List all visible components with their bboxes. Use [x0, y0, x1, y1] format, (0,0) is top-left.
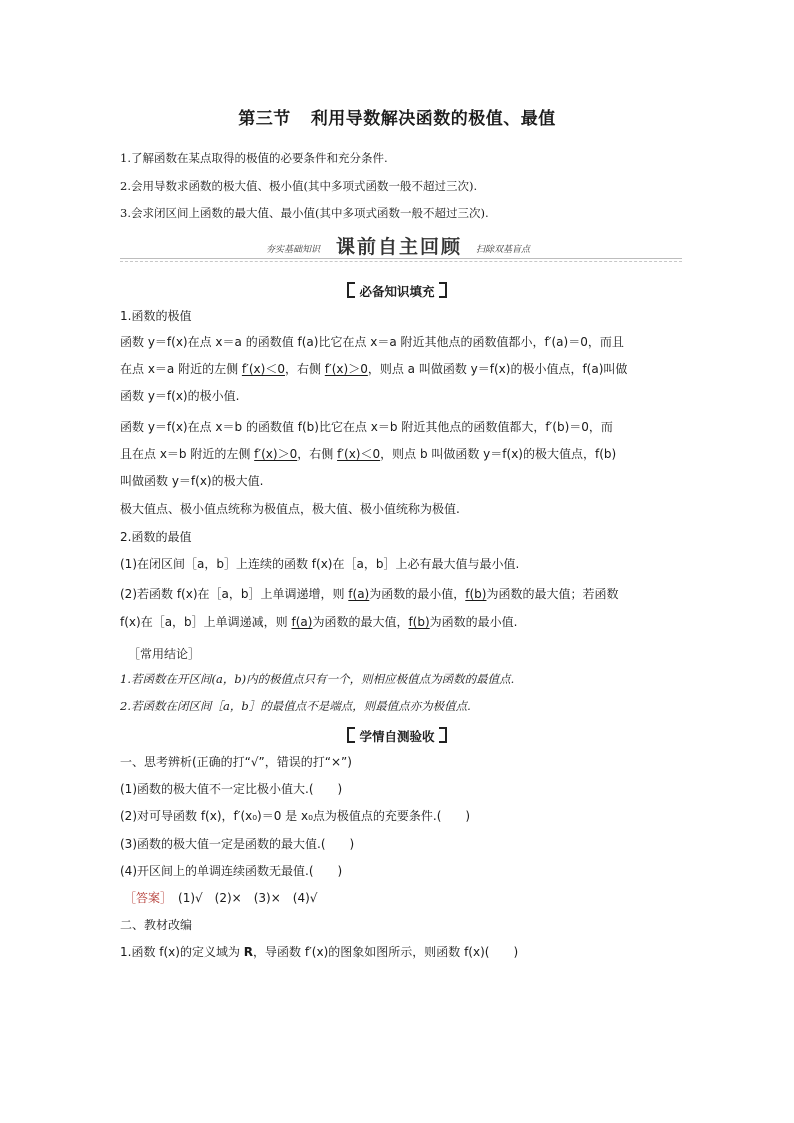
- para-min-line2: 在点 x＝a 附近的左侧 f′(x)＜0，右侧 f′(x)＞0，则点 a 叫做函数 y＝f(x)的极小值点，f(a)叫做: [120, 362, 628, 376]
- subheading-max-min: 2.函数的最值: [120, 530, 192, 544]
- judgement-item-2: (2)对可导函数 f(x)，f′(x₀)＝0 是 x₀点为极值点的充要条件.( ): [120, 809, 471, 823]
- bracket-left-icon: [347, 727, 355, 743]
- bracket-right-icon: [439, 282, 447, 298]
- blank-answer: f(b): [408, 615, 430, 629]
- para-monotone-line2: f(x)在［a，b］上单调递减，则 f(a)为函数的最大值，f(b)为函数的最小值.: [120, 615, 518, 629]
- banner-left-text: 夯实基础知识: [266, 245, 321, 255]
- blank-answer: f′(x)＞0: [254, 447, 298, 461]
- judgement-item-3: (3)函数的极大值一定是函数的最大值.( ): [120, 837, 355, 851]
- para-monotone-line1: (2)若函数 f(x)在［a，b］上单调递增，则 f(a)为函数的最小值，f(b)为函数的最大值；若函数: [120, 587, 619, 601]
- blank-answer: f′(x)＜0: [241, 362, 285, 376]
- para-closed-interval: (1)在闭区间［a，b］上连续的函数 f(x)在［a，b］上必有最大值与最小值.: [120, 557, 520, 571]
- blank-answer: f(a): [291, 615, 313, 629]
- common-conclusion-label: ［常用结论］: [128, 647, 201, 661]
- conclusion-2: 2.若函数在闭区间［a，b］的最值点不是端点，则最值点亦为极值点.: [120, 699, 471, 713]
- para-min-line1: 函数 y＝f(x)在点 x＝a 的函数值 f(a)比它在点 x＝a 附近其他点的函数值都小，f′(a)＝0，而且: [120, 335, 624, 349]
- para-max-line2: 且在点 x＝b 附近的左侧 f′(x)＞0，右侧 f′(x)＜0，则点 b 叫做函数 y＝f(x)的极大值点，f(b): [120, 447, 617, 461]
- para-max-line1: 函数 y＝f(x)在点 x＝b 的函数值 f(b)比它在点 x＝b 附近其他点的函数值都大，f′(b)＝0，而: [120, 420, 613, 434]
- section-banner: [120, 232, 682, 264]
- bracket-left-icon: [347, 282, 355, 298]
- blank-answer: f(b): [465, 587, 487, 601]
- section-number: 第三节: [238, 109, 291, 129]
- banner-divider: [120, 258, 682, 259]
- para-min-line3: 函数 y＝f(x)的极小值.: [120, 389, 240, 403]
- banner-title: 课前自主回顾: [336, 236, 463, 258]
- section-heading-knowledge: [0, 282, 794, 300]
- judgement-item-4: (4)开区间上的单调连续函数无最值.( ): [120, 864, 343, 878]
- objective-3: 3.会求闭区间上函数的最大值、最小值(其中多项式函数一般不超过三次).: [120, 206, 489, 220]
- page-title: [0, 104, 794, 129]
- objective-1: 1.了解函数在某点取得的极值的必要条件和充分条件.: [120, 151, 388, 165]
- para-extremum-summary: 极大值点、极小值点统称为极值点，极大值、极小值统称为极值.: [120, 502, 460, 516]
- subheading-extremum: 1.函数的极值: [120, 309, 192, 323]
- blank-answer: f(a): [348, 587, 370, 601]
- blank-answer: f′(x)＜0: [337, 447, 381, 461]
- answer-text: (1)√ (2)× (3)× (4)√: [166, 891, 318, 905]
- objective-2: 2.会用导数求函数的极大值、极小值(其中多项式函数一般不超过三次).: [120, 179, 478, 193]
- bracket-right-icon: [439, 727, 447, 743]
- banner-divider-dashed: [120, 261, 682, 262]
- conclusion-1: 1.若函数在开区间(a，b)内的极值点只有一个，则相应极值点为函数的最值点.: [120, 672, 515, 686]
- question-1: 1.函数 f(x)的定义域为 R，导函数 f′(x)的图象如图所示，则函数 f(x)( ): [120, 945, 519, 959]
- section-heading-text: 学情自测验收: [359, 729, 435, 744]
- part-judgement-heading: 一、思考辨析(正确的打“√”，错误的打“×”): [120, 755, 352, 769]
- section-heading-selftest: [0, 727, 794, 745]
- judgement-item-1: (1)函数的极大值不一定比极小值大.( ): [120, 782, 343, 796]
- answer-label: ［答案］: [124, 891, 167, 905]
- answer-line: [124, 889, 317, 907]
- part-textbook-heading: 二、教材改编: [120, 918, 193, 932]
- section-title: 利用导数解决函数的极值、最值: [310, 109, 556, 129]
- section-heading-text: 必备知识填充: [359, 284, 435, 299]
- para-max-line3: 叫做函数 y＝f(x)的极大值.: [120, 474, 264, 488]
- banner-right-text: 扫除双基盲点: [476, 245, 531, 255]
- blank-answer: f′(x)＞0: [324, 362, 368, 376]
